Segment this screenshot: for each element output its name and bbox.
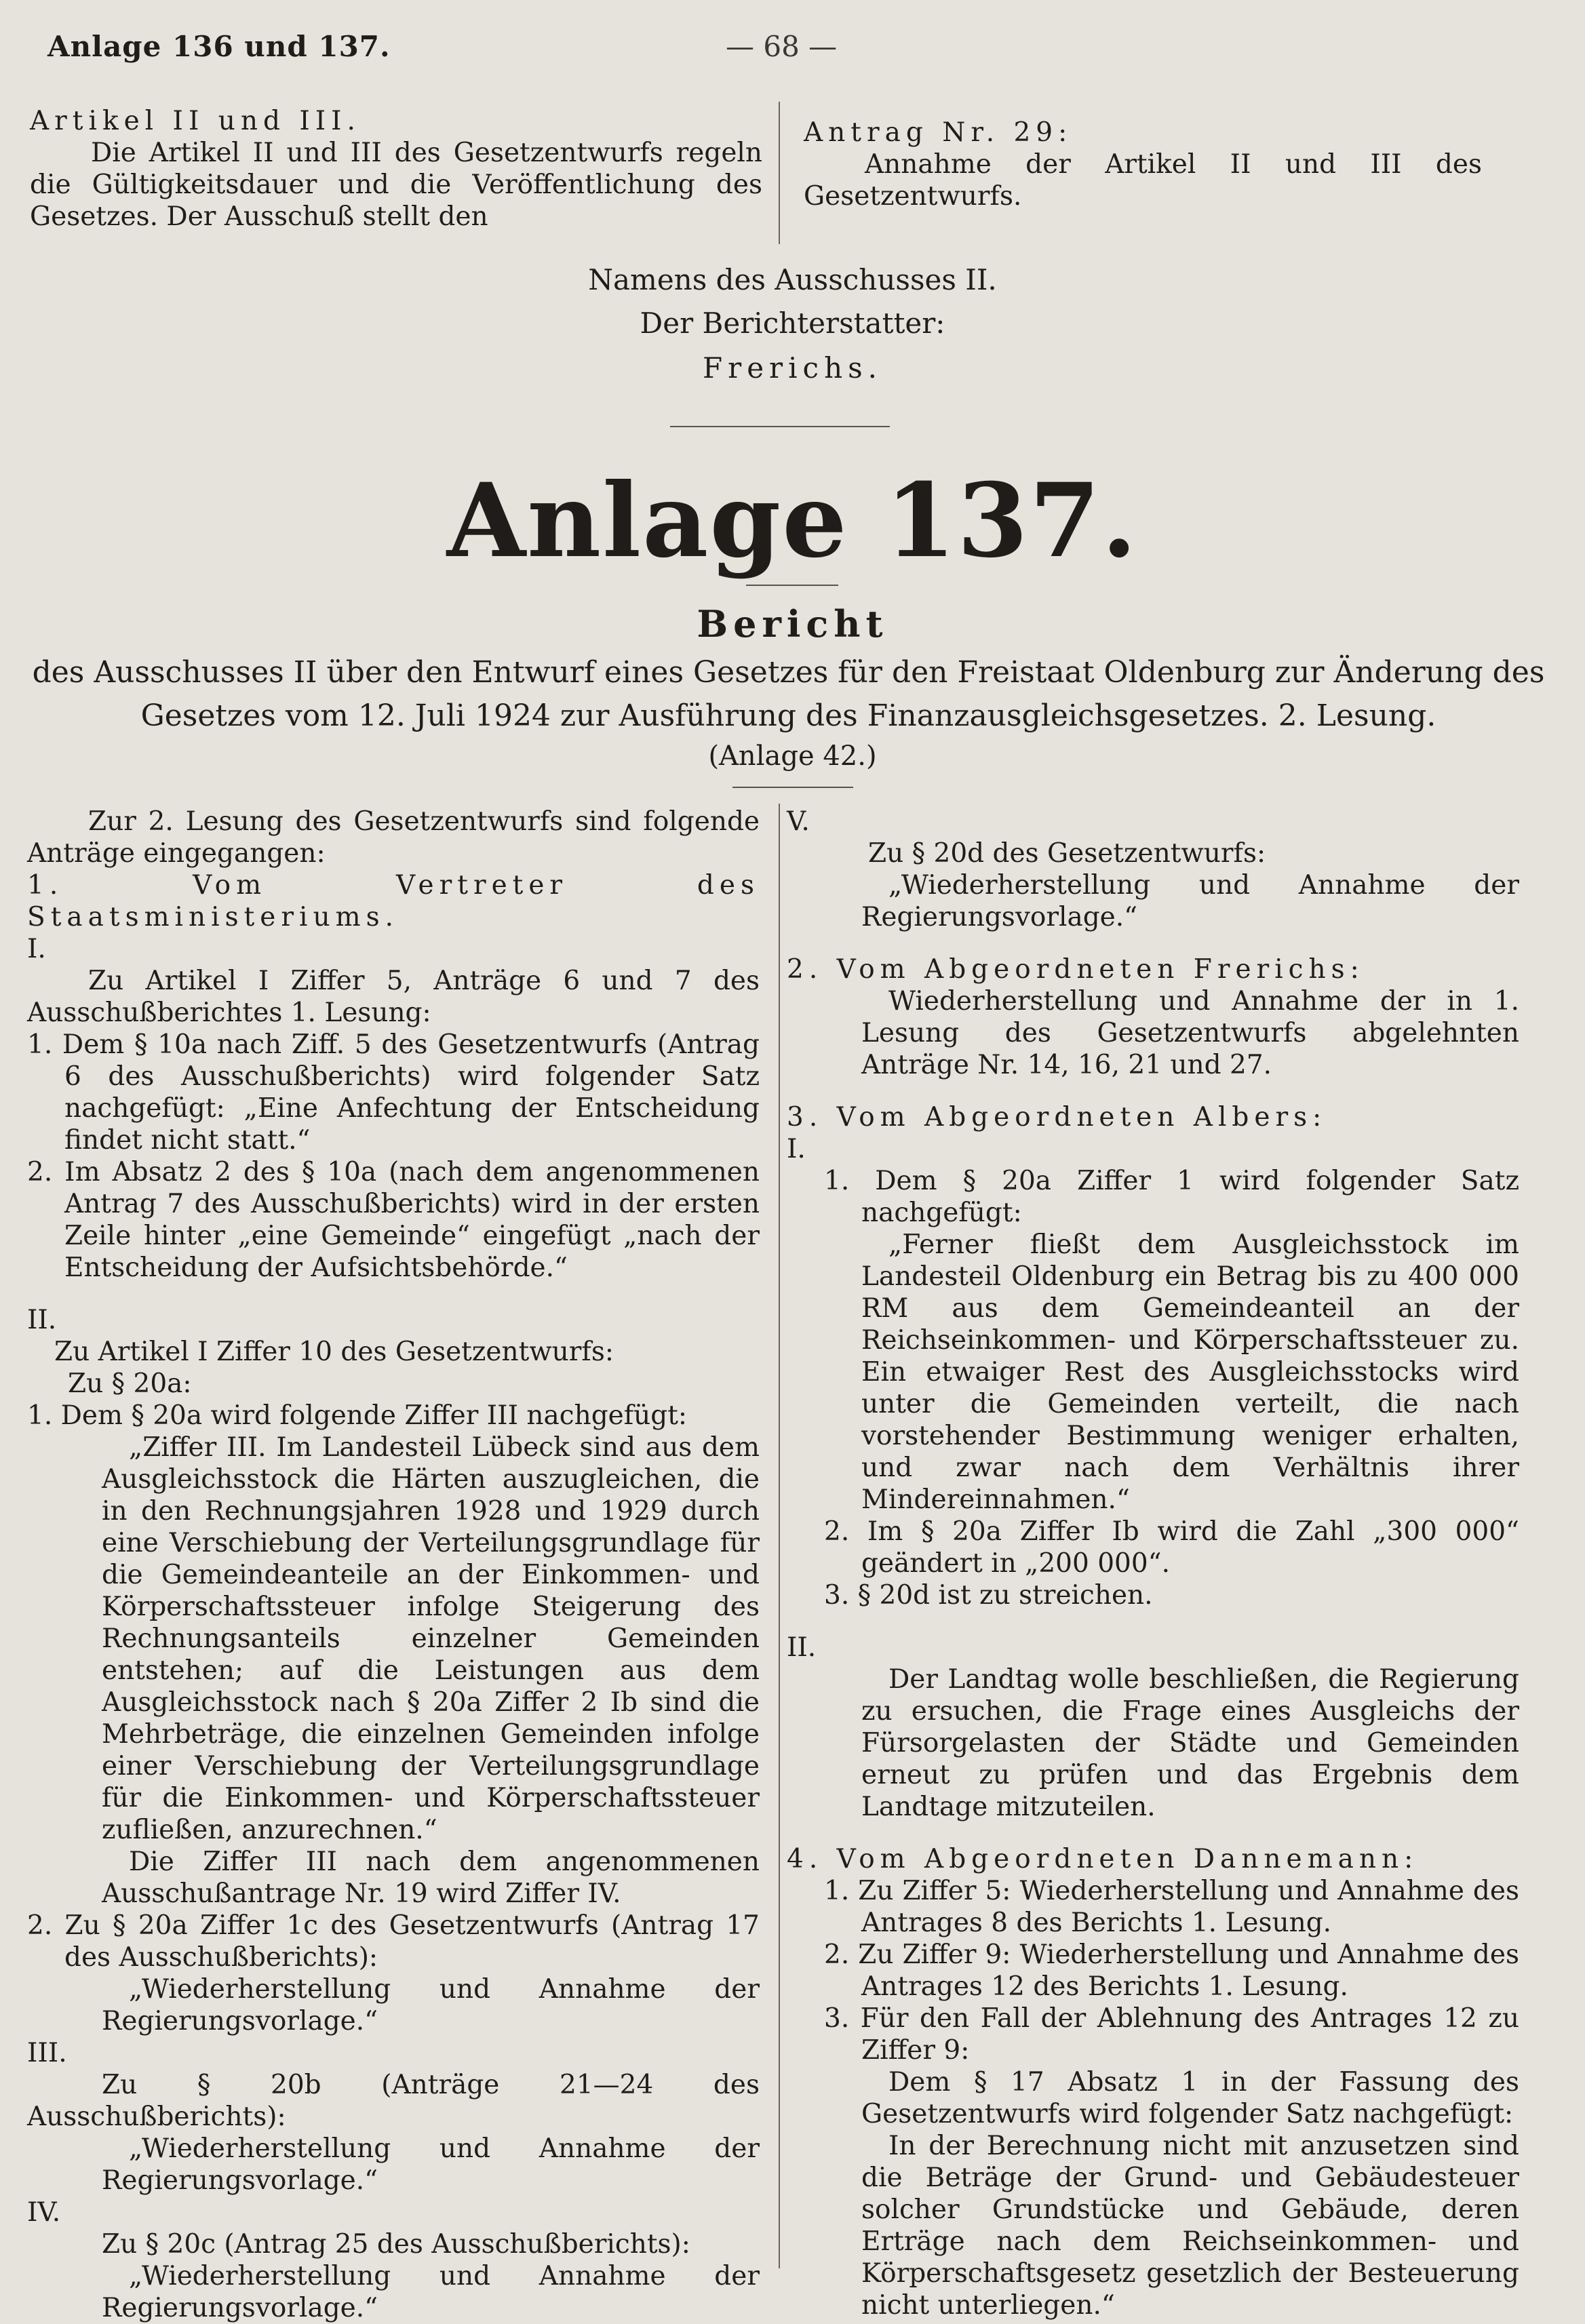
signature-role: Der Berichterstatter: bbox=[640, 307, 945, 340]
roman-2-sub: Zu § 20a: bbox=[68, 1368, 192, 1399]
roman-numeral-3: III. bbox=[27, 2038, 67, 2068]
section-4-heading: 4. Vom Abgeordneten Dannemann: bbox=[787, 1844, 1419, 1874]
report-subtitle: des Ausschusses II über den Entwurf eines Gesetzes für den Freistaat Oldenburg zur Änderung des Gesetzes vom 12. Juli 1924 zur Ausführung des Finanzausgleichsgesetzes. 2. Lesung. bbox=[32, 655, 1545, 733]
roman-numeral-1: I. bbox=[27, 934, 46, 964]
title-rule bbox=[746, 585, 838, 586]
section-3-roman-1: I. bbox=[787, 1134, 806, 1164]
section-3-item-3: 3. § 20d ist zu streichen. bbox=[824, 1580, 1153, 1611]
roman-5-intro: Zu § 20d des Gesetzentwurfs: bbox=[868, 838, 1266, 869]
roman-1-item-1: 1. Dem § 10a nach Ziff. 5 des Gesetzentwurfs (Antrag 6 des Ausschußberichts) wird folgender Satz nachgefügt: „Eine Anfechtung der Entscheidung findet nicht statt.“ bbox=[27, 1029, 760, 1156]
article-heading: Artikel II und III. bbox=[30, 106, 361, 136]
top-left-block bbox=[30, 105, 762, 233]
section-3-roman-2-text: Der Landtag wolle beschließen, die Regierung zu ersuchen, die Frage eines Ausgleichs der Fürsorgelasten der Städte und Gemeinden erneut zu prüfen und das Ergebnis dem Landtage mitzuteilen. bbox=[861, 1664, 1519, 1822]
section-3-item-2: 2. Im § 20a Ziffer Ib wird die Zahl „300 000“ geändert in „200 000“. bbox=[824, 1516, 1519, 1579]
header-annex-label: Anlage 136 und 137. bbox=[47, 30, 391, 63]
section-4-item-1: 1. Zu Ziffer 5: Wiederherstellung und Annahme des Antrages 8 des Berichts 1. Lesung. bbox=[824, 1876, 1519, 1938]
section-3-item-1-quote: „Ferner fließt dem Ausgleichsstock im Landesteil Oldenburg ein Betrag bis zu 400 000 RM aus dem Gemeindeanteil an der Reichseinkommen- und Körperschaftssteuer zu. Ein etwaiger Rest des Ausgleichsstocks wird unter die Gemeinden verteilt, die nach vorstehender Bestimmung weniger erhalten, und zwar nach dem Verhältnis ihrer Mindereinnahmen.“ bbox=[861, 1229, 1519, 1515]
top-column-divider bbox=[779, 102, 780, 244]
roman-3-quote: „Wiederherstellung und Annahme der Regierungsvorlage.“ bbox=[102, 2133, 760, 2196]
roman-2-intro: Zu Artikel I Ziffer 10 des Gesetzentwurfs: bbox=[54, 1337, 614, 1367]
section-3-roman-2: II. bbox=[787, 1632, 817, 1663]
body-column-divider bbox=[779, 804, 780, 2268]
roman-3-intro: Zu § 20b (Anträge 21—24 des Ausschußberichts): bbox=[27, 2070, 760, 2132]
right-column bbox=[787, 806, 1519, 2321]
roman-1-intro: Zu Artikel I Ziffer 5, Anträge 6 und 7 des Ausschußberichtes 1. Lesung: bbox=[27, 966, 760, 1028]
article-text: Die Artikel II und III des Gesetzentwurfs regeln die Gültigkeitsdauer und die Veröffentlichung des Gesetzes. Der Ausschuß stellt den bbox=[30, 138, 762, 232]
section-2-heading: 2. Vom Abgeordneten Frerichs: bbox=[787, 954, 1365, 985]
intro-text: Zur 2. Lesung des Gesetzentwurfs sind folgende Anträge eingegangen: bbox=[27, 806, 760, 869]
report-title: Bericht bbox=[697, 602, 888, 646]
roman-numeral-4: IV. bbox=[27, 2197, 61, 2228]
roman-4-intro: Zu § 20c (Antrag 25 des Ausschußberichts): bbox=[102, 2229, 690, 2260]
section-2-text: Wiederherstellung und Annahme der in 1. Lesung des Gesetzentwurfs abgelehnten Anträge Nr. 14, 16, 21 und 27. bbox=[861, 986, 1519, 1080]
roman-2-item-1: 1. Dem § 20a wird folgende Ziffer III nachgefügt: bbox=[27, 1400, 688, 1431]
motion-heading: Antrag Nr. 29: bbox=[804, 117, 1073, 148]
section-4-item-3-text: Dem § 17 Absatz 1 in der Fassung des Gesetzentwurfs wird folgender Satz nachgefügt: bbox=[861, 2067, 1519, 2129]
section-3-item-1: 1. Dem § 20a Ziffer 1 wird folgender Satz nachgefügt: bbox=[824, 1166, 1519, 1228]
section-4-item-3-quote: In der Berechnung nicht mit anzusetzen sind die Beträge der Grund- und Gebäudesteuer solcher Grundstücke und Gebäude, deren Erträge nach dem Reichseinkommen- und Körperschaftsgesetz gesetzlich der Besteuerung nicht unterliegen.“ bbox=[861, 2131, 1519, 2321]
roman-1-item-2: 2. Im Absatz 2 des § 10a (nach dem angenommenen Antrag 7 des Ausschußberichts) wird in der ersten Zeile hinter „eine Gemeinde“ eingefügt „nach der Entscheidung der Aufsichtsbehörde.“ bbox=[27, 1157, 760, 1283]
page-number: — 68 — bbox=[726, 30, 838, 63]
top-right-block bbox=[804, 117, 1482, 212]
roman-5-quote: „Wiederherstellung und Annahme der Regierungsvorlage.“ bbox=[861, 870, 1519, 932]
roman-2-item-1-note: Die Ziffer III nach dem angenommenen Ausschußantrage Nr. 19 wird Ziffer IV. bbox=[102, 1847, 760, 1909]
section-4-item-2: 2. Zu Ziffer 9: Wiederherstellung und Annahme des Antrages 12 des Berichts 1. Lesung. bbox=[824, 1939, 1519, 2002]
section-4-item-3: 3. Für den Fall der Ablehnung des Antrages 12 zu Ziffer 9: bbox=[824, 2003, 1519, 2066]
signature-name: Frerichs. bbox=[702, 351, 883, 385]
roman-numeral-5: V. bbox=[787, 806, 810, 837]
left-column bbox=[27, 806, 760, 2324]
signature-committee: Namens des Ausschusses II. bbox=[588, 263, 997, 296]
body-rule bbox=[732, 787, 853, 788]
section-3-heading: 3. Vom Abgeordneten Albers: bbox=[787, 1102, 1327, 1133]
roman-2-item-2-quote: „Wiederherstellung und Annahme der Regierungsvorlage.“ bbox=[102, 1974, 760, 2036]
roman-2-item-2: 2. Zu § 20a Ziffer 1c des Gesetzentwurfs (Antrag 17 des Ausschußberichts): bbox=[27, 1910, 760, 1973]
separator-rule bbox=[670, 426, 890, 427]
roman-2-item-1-quote: „Ziffer III. Im Landesteil Lübeck sind aus dem Ausgleichsstock die Härten auszugleichen, die in den Rechnungsjahren 1928 und 1929 durch eine Verschiebung der Verteilungsgrundlage für die Gemeindeanteile an der Einkommen- und Körperschaftssteuer infolge Steigerung des Rechnungsanteils einzelner Gemeinden entstehen; auf die Leistungen aus dem Ausgleichsstock nach § 20a Ziffer 2 Ib sind die Mehrbeträge, die einzelnen Gemeinden infolge einer Verschiebung der Verteilungsgrundlage für die Einkommen- und Körperschaftssteuer zufließen, anzurechnen.“ bbox=[102, 1432, 760, 1845]
roman-numeral-2: II. bbox=[27, 1305, 57, 1335]
annex-reference: (Anlage 42.) bbox=[708, 741, 877, 772]
annex-title: Anlage 137. bbox=[446, 461, 1139, 580]
section-1-heading: 1. Vom Vertreter des Staatsministeriums. bbox=[27, 870, 760, 932]
roman-4-quote: „Wiederherstellung und Annahme der Regierungsvorlage.“ bbox=[102, 2261, 760, 2323]
motion-text: Annahme der Artikel II und III des Gesetzentwurfs. bbox=[804, 149, 1482, 212]
page-header bbox=[47, 30, 1540, 71]
